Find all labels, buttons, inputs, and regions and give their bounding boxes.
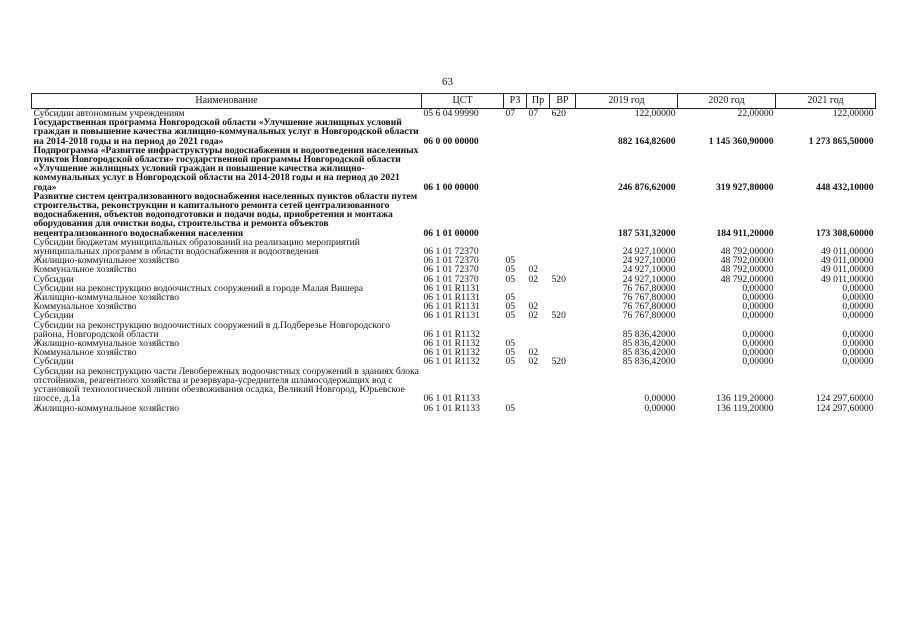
cell-2019: 882 164,82600 bbox=[617, 135, 676, 147]
cell-2019: 76 767,80000 bbox=[622, 282, 676, 294]
cell-2019: 24 927,10000 bbox=[622, 246, 676, 258]
header-vr: ВР bbox=[550, 94, 576, 109]
cell-cst: 06 1 01 R1133 bbox=[423, 402, 480, 414]
table-row bbox=[32, 118, 876, 146]
cell-cst: 06 1 01 R1132 bbox=[423, 347, 480, 359]
cell-2020: 48 792,00000 bbox=[720, 255, 774, 267]
cell-name: Жилищно-коммунальное хозяйство bbox=[33, 255, 180, 267]
cell-name: Субсидии bbox=[33, 356, 74, 368]
cell-cst: 06 1 01 R1132 bbox=[423, 338, 480, 350]
cell-2021: 0,00000 bbox=[842, 347, 874, 359]
cell-2021: 0,00000 bbox=[842, 338, 874, 350]
cell-pr bbox=[527, 284, 550, 293]
cell-name: Субсидии бюджетам муниципальных образований на реализацию мероприятий муниципальных программ в области водоснабжения и водоотведения bbox=[33, 236, 360, 258]
cell-cst: 06 1 01 R1131 bbox=[423, 282, 480, 294]
cell-2021: 49 011,00000 bbox=[821, 255, 874, 267]
cell-2019: 76 767,80000 bbox=[622, 292, 676, 304]
cell-cst: 06 1 01 72370 bbox=[423, 246, 479, 258]
table-row bbox=[32, 238, 876, 256]
cell-vr: 620 bbox=[551, 108, 566, 119]
cell-rz bbox=[504, 192, 527, 238]
cell-2019: 246 876,62000 bbox=[617, 181, 676, 193]
cell-2021: 1 273 865,50000 bbox=[808, 135, 874, 147]
cell-vr bbox=[550, 367, 576, 404]
cell-pr: 02 bbox=[528, 264, 539, 276]
cell-rz bbox=[504, 146, 527, 192]
cell-2020: 0,00000 bbox=[742, 301, 774, 313]
cell-rz: 05 bbox=[505, 356, 516, 368]
cell-name: Субсидии bbox=[33, 310, 74, 322]
cell-pr bbox=[527, 192, 550, 238]
cell-2020: 0,00000 bbox=[742, 347, 774, 359]
cell-pr: 02 bbox=[528, 356, 539, 368]
table-row bbox=[32, 146, 876, 192]
cell-cst: 06 1 01 R1131 bbox=[423, 301, 480, 313]
cell-2021: 173 308,60000 bbox=[815, 227, 874, 239]
cell-rz bbox=[504, 118, 527, 146]
cell-vr bbox=[550, 146, 576, 192]
cell-2021: 124 297,60000 bbox=[815, 393, 874, 405]
cell-pr: 02 bbox=[528, 273, 539, 285]
cell-rz: 05 bbox=[505, 264, 516, 276]
table-row bbox=[32, 192, 876, 238]
cell-2019: 187 531,32000 bbox=[617, 227, 676, 239]
cell-vr: 520 bbox=[551, 310, 566, 322]
cell-rz: 07 bbox=[505, 108, 516, 119]
cell-2019: 85 836,42000 bbox=[622, 347, 676, 359]
cell-2019: 24 927,10000 bbox=[622, 264, 676, 276]
cell-2021: 49 011,00000 bbox=[821, 273, 874, 285]
cell-rz: 05 bbox=[505, 301, 516, 313]
cell-rz: 05 bbox=[505, 310, 516, 322]
cell-vr bbox=[550, 293, 576, 302]
cell-2021: 0,00000 bbox=[842, 356, 874, 368]
cell-name: Субсидии на реконструкцию части Левобережных водоочистных сооружений в зданиях блока отстойников, реагентного хозяйства и резервуара-усреднителя шламосодержащих вод с установкой технологической линии обезвоживания осадка, Великий Новгород, Юрьевское шоссе, д.1а bbox=[33, 365, 419, 405]
cell-cst: 05 6 04 99990 bbox=[423, 108, 479, 119]
cell-2020: 136 119,20000 bbox=[716, 402, 774, 414]
cell-name: Коммунальное хозяйство bbox=[33, 301, 137, 313]
cell-name: Подпрограмма «Развитие инфраструктуры водоснабжения и водоотведения населенных пунктов Новгородской области» государственной программы Новгородской области «Улучшение жилищных условий граждан и повышение качества жилищно-коммунальных услуг в Новгородской области на 2014-2018 годы и на период до 2021 года» bbox=[33, 144, 419, 193]
header-pr: Пр bbox=[527, 94, 550, 109]
header-2019: 2019 год bbox=[576, 94, 678, 109]
cell-cst: 06 1 01 R1132 bbox=[423, 356, 480, 368]
cell-rz: 05 bbox=[505, 347, 516, 359]
cell-rz: 05 bbox=[505, 338, 516, 350]
cell-cst: 06 1 01 R1133 bbox=[423, 393, 480, 405]
table-header-row bbox=[32, 94, 876, 109]
cell-name: Коммунальное хозяйство bbox=[33, 264, 137, 276]
cell-2020: 319 927,80000 bbox=[715, 181, 774, 193]
cell-name: Государственная программа Новгородской области «Улучшение жилищных условий граждан и повышение качества жилищно-коммунальных услуг в Новгородской области на 2014-2018 годы и на период до 2021 года» bbox=[33, 117, 419, 147]
cell-pr: 02 bbox=[528, 347, 539, 359]
cell-2021: 0,00000 bbox=[842, 301, 874, 313]
cell-pr bbox=[527, 146, 550, 192]
cell-2020: 48 792,00000 bbox=[720, 246, 774, 258]
cell-vr bbox=[550, 321, 576, 339]
cell-rz bbox=[504, 238, 527, 256]
cell-rz: 05 bbox=[505, 402, 516, 414]
cell-2021: 122,00000 bbox=[832, 108, 874, 119]
cell-cst: 06 1 01 72370 bbox=[423, 255, 479, 267]
cell-2021: 0,00000 bbox=[842, 282, 874, 294]
cell-2019: 76 767,80000 bbox=[622, 310, 676, 322]
cell-cst: 06 1 01 R1131 bbox=[423, 292, 480, 304]
cell-cst: 06 1 01 00000 bbox=[423, 227, 479, 239]
cell-2019: 85 836,42000 bbox=[622, 356, 676, 368]
cell-2020: 0,00000 bbox=[742, 310, 774, 322]
cell-cst: 06 0 00 00000 bbox=[423, 135, 479, 147]
cell-2021: 49 011,00000 bbox=[821, 264, 874, 276]
cell-cst: 06 1 01 R1131 bbox=[423, 310, 480, 322]
cell-name: Субсидии bbox=[33, 273, 74, 285]
cell-2020: 0,00000 bbox=[742, 328, 774, 340]
cell-pr bbox=[527, 321, 550, 339]
cell-2019: 24 927,10000 bbox=[622, 273, 676, 285]
cell-2021: 0,00000 bbox=[842, 310, 874, 322]
header-cst: ЦСТ bbox=[422, 94, 504, 109]
cell-2019: 0,00000 bbox=[644, 402, 676, 414]
cell-2019: 0,00000 bbox=[644, 393, 676, 405]
cell-vr bbox=[550, 404, 576, 413]
cell-rz: 05 bbox=[505, 255, 516, 267]
budget-table bbox=[31, 93, 876, 413]
cell-vr bbox=[550, 256, 576, 265]
cell-name: Развитие систем централизованного водоснабжения населенных пунктов области путем строительства, реконструкции и капитального ремонта сетей централизованного водоснабжения, объектов водоподготовки и подачи воды, приобретения и монтажа оборудования для очистки воды, строительства и ремонта объектов нецентрализованного водоснабжения населения bbox=[33, 190, 418, 239]
cell-name: Жилищно-коммунальное хозяйство bbox=[33, 338, 180, 350]
cell-vr bbox=[550, 238, 576, 256]
cell-2020: 136 119,20000 bbox=[716, 393, 774, 405]
cell-pr bbox=[527, 118, 550, 146]
cell-pr bbox=[527, 367, 550, 404]
header-2020: 2020 год bbox=[678, 94, 776, 109]
cell-2019: 85 836,42000 bbox=[622, 328, 676, 340]
cell-2020: 48 792,00000 bbox=[720, 264, 774, 276]
cell-cst: 06 1 01 72370 bbox=[423, 273, 479, 285]
header-rz: РЗ bbox=[504, 94, 527, 109]
cell-2020: 0,00000 bbox=[742, 282, 774, 294]
cell-name: Субсидии на реконструкцию водоочистных сооружений в д.Подберезье Новгородского района, Новгородской области bbox=[33, 319, 390, 340]
cell-2020: 48 792,00000 bbox=[720, 273, 774, 285]
cell-2020: 184 911,20000 bbox=[716, 227, 774, 239]
cell-rz: 05 bbox=[505, 292, 516, 304]
cell-vr: 520 bbox=[551, 356, 566, 368]
table-row bbox=[32, 367, 876, 404]
cell-2020: 1 145 360,90000 bbox=[708, 135, 774, 147]
table-row bbox=[32, 404, 876, 413]
cell-name: Жилищно-коммунальное хозяйство bbox=[33, 402, 180, 414]
cell-2021: 0,00000 bbox=[842, 328, 874, 340]
cell-cst: 06 1 01 R1132 bbox=[423, 328, 480, 340]
cell-vr bbox=[550, 192, 576, 238]
cell-name: Жилищно-коммунальное хозяйство bbox=[33, 292, 180, 304]
cell-vr bbox=[550, 339, 576, 348]
cell-pr: 02 bbox=[528, 310, 539, 322]
cell-pr: 07 bbox=[528, 108, 539, 119]
cell-vr bbox=[550, 118, 576, 146]
cell-name: Субсидии автономным учреждениям bbox=[33, 108, 185, 119]
cell-2021: 448 432,10000 bbox=[815, 181, 874, 193]
cell-2019: 122,00000 bbox=[634, 108, 676, 119]
cell-pr bbox=[527, 238, 550, 256]
cell-2020: 0,00000 bbox=[742, 338, 774, 350]
cell-cst: 06 1 00 00000 bbox=[423, 181, 479, 193]
cell-2020: 22,00000 bbox=[737, 108, 774, 119]
header-2021: 2021 год bbox=[776, 94, 876, 109]
cell-pr: 02 bbox=[528, 301, 539, 313]
cell-2021: 0,00000 bbox=[842, 292, 874, 304]
cell-rz: 05 bbox=[505, 273, 516, 285]
cell-2020: 0,00000 bbox=[742, 356, 774, 368]
cell-name: Субсидии на реконструкцию водоочистных сооружений в городе Малая Вишера bbox=[33, 282, 364, 294]
cell-name: Коммунальное хозяйство bbox=[33, 347, 137, 359]
cell-2019: 85 836,42000 bbox=[622, 338, 676, 350]
page-number: 63 bbox=[442, 76, 453, 88]
cell-2020: 0,00000 bbox=[742, 292, 774, 304]
table-row bbox=[32, 321, 876, 339]
cell-2019: 24 927,10000 bbox=[622, 255, 676, 267]
cell-2021: 124 297,60000 bbox=[815, 402, 874, 414]
cell-rz bbox=[504, 367, 527, 404]
cell-rz bbox=[504, 321, 527, 339]
cell-pr bbox=[527, 404, 550, 413]
cell-cst: 06 1 01 72370 bbox=[423, 264, 479, 276]
cell-vr bbox=[550, 284, 576, 293]
cell-vr: 520 bbox=[551, 273, 566, 285]
header-name: Наименование bbox=[32, 94, 422, 109]
cell-2019: 76 767,80000 bbox=[622, 301, 676, 313]
cell-2021: 49 011,00000 bbox=[821, 246, 874, 258]
